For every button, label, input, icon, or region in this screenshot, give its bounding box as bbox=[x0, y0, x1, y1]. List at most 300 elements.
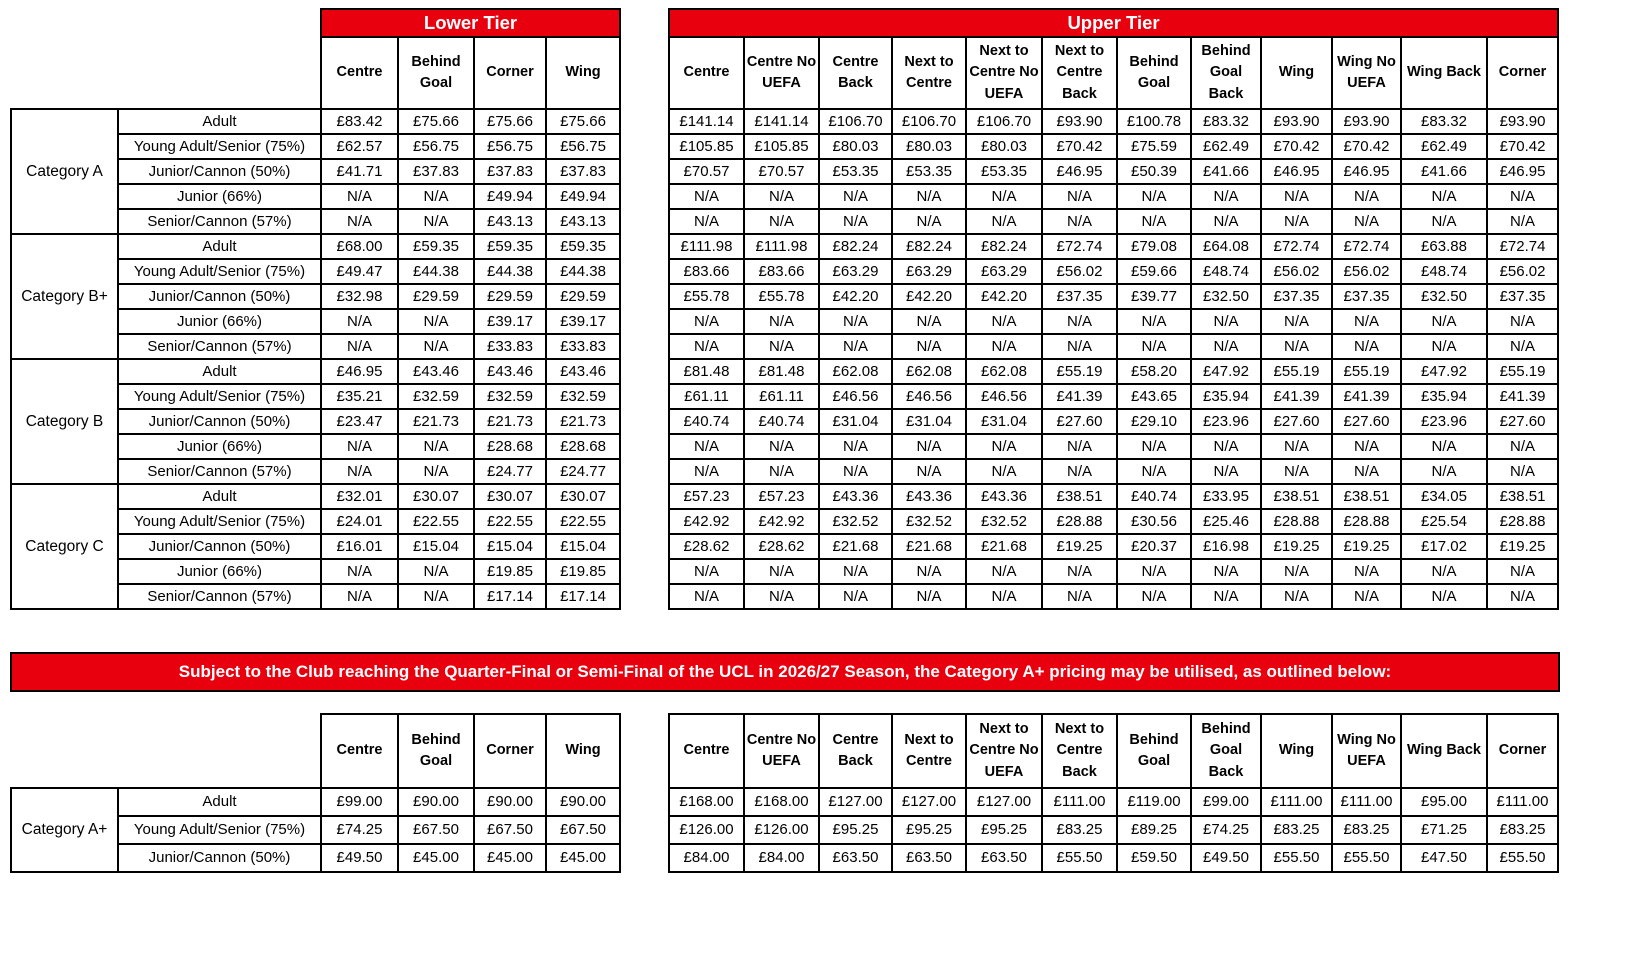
price-cell: £55.19 bbox=[1261, 359, 1332, 384]
price-cell: £56.02 bbox=[1261, 259, 1332, 284]
price-cell: N/A bbox=[669, 184, 744, 209]
price-cell: N/A bbox=[1191, 559, 1261, 584]
category-label: Category A bbox=[11, 109, 118, 234]
col-header: Behind Goal bbox=[1117, 37, 1191, 109]
price-cell: N/A bbox=[966, 309, 1042, 334]
price-cell: £126.00 bbox=[669, 816, 744, 844]
price-cell: £31.04 bbox=[892, 409, 966, 434]
price-cell: £56.75 bbox=[398, 134, 474, 159]
price-cell: £45.00 bbox=[474, 844, 546, 872]
price-cell: £67.50 bbox=[546, 816, 620, 844]
price-cell: £38.51 bbox=[1332, 484, 1401, 509]
price-cell: N/A bbox=[398, 309, 474, 334]
price-cell: £49.50 bbox=[1191, 844, 1261, 872]
price-cell: £49.50 bbox=[321, 844, 398, 872]
price-cell: £32.59 bbox=[546, 384, 620, 409]
price-cell: £35.21 bbox=[321, 384, 398, 409]
ticket-type-label: Adult bbox=[118, 484, 321, 509]
price-cell: £55.19 bbox=[1042, 359, 1117, 384]
price-cell: £59.35 bbox=[474, 234, 546, 259]
price-cell: N/A bbox=[398, 209, 474, 234]
price-cell: £58.20 bbox=[1117, 359, 1191, 384]
price-cell: £67.50 bbox=[398, 816, 474, 844]
price-cell: £23.47 bbox=[321, 409, 398, 434]
price-cell: £37.35 bbox=[1042, 284, 1117, 309]
price-cell: £59.50 bbox=[1117, 844, 1191, 872]
price-cell: N/A bbox=[892, 559, 966, 584]
price-cell: N/A bbox=[1042, 334, 1117, 359]
price-cell: £39.77 bbox=[1117, 284, 1191, 309]
price-cell: £41.71 bbox=[321, 159, 398, 184]
price-cell: N/A bbox=[1487, 309, 1558, 334]
price-cell: £75.66 bbox=[474, 109, 546, 134]
price-cell: £15.04 bbox=[474, 534, 546, 559]
price-cell: £63.50 bbox=[966, 844, 1042, 872]
price-cell: N/A bbox=[398, 434, 474, 459]
price-cell: £32.98 bbox=[321, 284, 398, 309]
price-cell: £46.95 bbox=[1042, 159, 1117, 184]
price-cell: £80.03 bbox=[966, 134, 1042, 159]
price-cell: £90.00 bbox=[474, 788, 546, 816]
price-cell: N/A bbox=[1487, 459, 1558, 484]
col-header: Centre Back bbox=[819, 37, 892, 109]
price-cell: £43.46 bbox=[474, 359, 546, 384]
price-cell: £83.25 bbox=[1042, 816, 1117, 844]
price-cell: £21.68 bbox=[966, 534, 1042, 559]
price-cell: £33.83 bbox=[546, 334, 620, 359]
price-cell: £93.90 bbox=[1261, 109, 1332, 134]
price-cell: £49.47 bbox=[321, 259, 398, 284]
col-header: Wing bbox=[546, 37, 620, 109]
price-cell: £72.74 bbox=[1261, 234, 1332, 259]
price-cell: N/A bbox=[1042, 584, 1117, 609]
price-cell: N/A bbox=[321, 584, 398, 609]
price-cell: £55.78 bbox=[669, 284, 744, 309]
price-cell: N/A bbox=[1487, 184, 1558, 209]
price-cell: £93.90 bbox=[1042, 109, 1117, 134]
price-cell: £38.51 bbox=[1487, 484, 1558, 509]
aplus-lower-table bbox=[10, 713, 621, 873]
price-cell: £32.59 bbox=[398, 384, 474, 409]
category-label: Category A+ bbox=[11, 788, 118, 872]
price-cell: £70.57 bbox=[744, 159, 819, 184]
price-cell: £40.74 bbox=[744, 409, 819, 434]
table-row bbox=[669, 159, 1558, 184]
price-cell: £55.19 bbox=[1332, 359, 1401, 384]
col-header: Wing Back bbox=[1401, 714, 1487, 788]
price-cell: N/A bbox=[1332, 184, 1401, 209]
table-row bbox=[669, 334, 1558, 359]
ucl-notice-banner: Subject to the Club reaching the Quarter-Final or Semi-Final of the UCL in 2026/27 Season, the Category A+ pricing may be utilised, as outlined below: bbox=[10, 652, 1560, 692]
price-cell: N/A bbox=[398, 334, 474, 359]
price-cell: £43.13 bbox=[546, 209, 620, 234]
price-cell: N/A bbox=[744, 584, 819, 609]
price-cell: £63.88 bbox=[1401, 234, 1487, 259]
price-cell: £64.08 bbox=[1191, 234, 1261, 259]
ticket-type-label: Senior/Cannon (57%) bbox=[118, 459, 321, 484]
price-cell: £24.77 bbox=[474, 459, 546, 484]
price-cell: £21.68 bbox=[892, 534, 966, 559]
price-cell: £47.92 bbox=[1191, 359, 1261, 384]
price-cell: N/A bbox=[398, 184, 474, 209]
price-cell: £42.20 bbox=[966, 284, 1042, 309]
price-cell: £43.36 bbox=[966, 484, 1042, 509]
ticket-type-label: Young Adult/Senior (75%) bbox=[118, 259, 321, 284]
price-cell: N/A bbox=[321, 309, 398, 334]
price-cell: £28.62 bbox=[744, 534, 819, 559]
price-cell: N/A bbox=[1332, 459, 1401, 484]
price-cell: N/A bbox=[1117, 184, 1191, 209]
col-header: Centre bbox=[321, 37, 398, 109]
price-cell: £42.92 bbox=[669, 509, 744, 534]
price-cell: N/A bbox=[1261, 459, 1332, 484]
table-row bbox=[669, 788, 1558, 816]
price-cell: N/A bbox=[744, 459, 819, 484]
price-cell: £38.51 bbox=[1261, 484, 1332, 509]
price-cell: £19.25 bbox=[1042, 534, 1117, 559]
lower-tier-title: Lower Tier bbox=[321, 9, 620, 37]
price-cell: £95.00 bbox=[1401, 788, 1487, 816]
ticket-type-label: Adult bbox=[118, 234, 321, 259]
price-cell: £37.83 bbox=[546, 159, 620, 184]
price-cell: N/A bbox=[892, 184, 966, 209]
price-cell: N/A bbox=[1042, 559, 1117, 584]
table-row bbox=[669, 534, 1558, 559]
price-cell: £56.02 bbox=[1332, 259, 1401, 284]
category-label: Category B+ bbox=[11, 234, 118, 359]
price-cell: £57.23 bbox=[744, 484, 819, 509]
table-row bbox=[669, 359, 1558, 384]
price-cell: N/A bbox=[1261, 434, 1332, 459]
price-cell: £47.92 bbox=[1401, 359, 1487, 384]
price-cell: £81.48 bbox=[669, 359, 744, 384]
price-cell: £56.02 bbox=[1042, 259, 1117, 284]
price-cell: N/A bbox=[1401, 584, 1487, 609]
price-cell: N/A bbox=[669, 309, 744, 334]
price-cell: N/A bbox=[669, 559, 744, 584]
price-cell: £70.42 bbox=[1042, 134, 1117, 159]
price-cell: £168.00 bbox=[744, 788, 819, 816]
price-cell: N/A bbox=[1191, 309, 1261, 334]
price-cell: £39.17 bbox=[546, 309, 620, 334]
price-cell: £105.85 bbox=[669, 134, 744, 159]
price-cell: £72.74 bbox=[1042, 234, 1117, 259]
price-cell: N/A bbox=[1191, 584, 1261, 609]
price-cell: £30.07 bbox=[474, 484, 546, 509]
price-cell: N/A bbox=[398, 459, 474, 484]
price-cell: £21.73 bbox=[474, 409, 546, 434]
price-cell: N/A bbox=[819, 184, 892, 209]
blank-corner bbox=[11, 9, 321, 109]
price-cell: N/A bbox=[1117, 559, 1191, 584]
price-cell: £28.88 bbox=[1487, 509, 1558, 534]
price-cell: £62.57 bbox=[321, 134, 398, 159]
price-cell: N/A bbox=[1117, 459, 1191, 484]
price-cell: £43.46 bbox=[546, 359, 620, 384]
price-cell: £59.35 bbox=[546, 234, 620, 259]
upper-tier-table bbox=[668, 8, 1559, 610]
price-cell: £28.68 bbox=[474, 434, 546, 459]
price-cell: £80.03 bbox=[892, 134, 966, 159]
price-cell: £41.39 bbox=[1261, 384, 1332, 409]
price-cell: £70.57 bbox=[669, 159, 744, 184]
price-cell: £37.83 bbox=[398, 159, 474, 184]
col-header: Behind Goal Back bbox=[1191, 714, 1261, 788]
price-cell: N/A bbox=[398, 559, 474, 584]
price-cell: £17.02 bbox=[1401, 534, 1487, 559]
price-cell: N/A bbox=[744, 334, 819, 359]
price-cell: N/A bbox=[819, 559, 892, 584]
price-cell: N/A bbox=[1487, 209, 1558, 234]
price-cell: £44.38 bbox=[398, 259, 474, 284]
price-cell: £19.25 bbox=[1332, 534, 1401, 559]
price-cell: £46.95 bbox=[1261, 159, 1332, 184]
table-row bbox=[669, 409, 1558, 434]
price-cell: £74.25 bbox=[321, 816, 398, 844]
price-cell: £100.78 bbox=[1117, 109, 1191, 134]
price-cell: £31.04 bbox=[819, 409, 892, 434]
price-cell: £39.17 bbox=[474, 309, 546, 334]
price-cell: N/A bbox=[398, 584, 474, 609]
price-cell: £119.00 bbox=[1117, 788, 1191, 816]
price-cell: £89.25 bbox=[1117, 816, 1191, 844]
ticket-type-label: Adult bbox=[118, 788, 321, 816]
price-cell: £42.92 bbox=[744, 509, 819, 534]
price-cell: £32.50 bbox=[1401, 284, 1487, 309]
price-cell: £48.74 bbox=[1191, 259, 1261, 284]
ticket-type-label: Young Adult/Senior (75%) bbox=[118, 816, 321, 844]
price-cell: N/A bbox=[1332, 209, 1401, 234]
price-cell: N/A bbox=[892, 434, 966, 459]
price-cell: £62.49 bbox=[1191, 134, 1261, 159]
price-cell: £43.36 bbox=[892, 484, 966, 509]
price-cell: £56.75 bbox=[546, 134, 620, 159]
price-cell: N/A bbox=[1401, 559, 1487, 584]
price-cell: £55.50 bbox=[1332, 844, 1401, 872]
price-cell: £56.02 bbox=[1487, 259, 1558, 284]
col-header: Next to Centre No UEFA bbox=[966, 714, 1042, 788]
price-cell: N/A bbox=[744, 209, 819, 234]
price-cell: £111.00 bbox=[1042, 788, 1117, 816]
ticket-type-label: Junior (66%) bbox=[118, 559, 321, 584]
ticket-type-label: Junior (66%) bbox=[118, 184, 321, 209]
upper-tier-title: Upper Tier bbox=[669, 9, 1558, 37]
table-row bbox=[11, 109, 620, 134]
ticket-type-label: Young Adult/Senior (75%) bbox=[118, 134, 321, 159]
price-cell: £74.25 bbox=[1191, 816, 1261, 844]
price-cell: £40.74 bbox=[669, 409, 744, 434]
table-row bbox=[11, 234, 620, 259]
price-cell: £30.56 bbox=[1117, 509, 1191, 534]
price-cell: N/A bbox=[892, 209, 966, 234]
table-row bbox=[669, 384, 1558, 409]
price-cell: £168.00 bbox=[669, 788, 744, 816]
price-cell: £141.14 bbox=[744, 109, 819, 134]
price-cell: £40.74 bbox=[1117, 484, 1191, 509]
price-cell: N/A bbox=[669, 334, 744, 359]
price-cell: £82.24 bbox=[819, 234, 892, 259]
price-cell: £93.90 bbox=[1332, 109, 1401, 134]
price-cell: £44.38 bbox=[474, 259, 546, 284]
price-cell: £90.00 bbox=[398, 788, 474, 816]
price-cell: N/A bbox=[1117, 584, 1191, 609]
col-header: Next to Centre Back bbox=[1042, 37, 1117, 109]
price-cell: £106.70 bbox=[892, 109, 966, 134]
price-cell: N/A bbox=[744, 184, 819, 209]
price-cell: N/A bbox=[744, 559, 819, 584]
ticket-type-label: Junior/Cannon (50%) bbox=[118, 159, 321, 184]
col-header: Wing bbox=[1261, 714, 1332, 788]
price-cell: £111.00 bbox=[1332, 788, 1401, 816]
price-cell: £75.66 bbox=[546, 109, 620, 134]
price-cell: N/A bbox=[1261, 309, 1332, 334]
price-cell: N/A bbox=[966, 209, 1042, 234]
price-cell: £141.14 bbox=[669, 109, 744, 134]
price-cell: N/A bbox=[1261, 584, 1332, 609]
price-cell: £79.08 bbox=[1117, 234, 1191, 259]
price-cell: £33.95 bbox=[1191, 484, 1261, 509]
price-cell: £34.05 bbox=[1401, 484, 1487, 509]
price-cell: £48.74 bbox=[1401, 259, 1487, 284]
price-cell: £56.75 bbox=[474, 134, 546, 159]
price-cell: N/A bbox=[321, 184, 398, 209]
price-cell: £83.25 bbox=[1487, 816, 1558, 844]
price-cell: N/A bbox=[1332, 584, 1401, 609]
price-cell: £41.39 bbox=[1487, 384, 1558, 409]
price-cell: £21.73 bbox=[546, 409, 620, 434]
col-header: Corner bbox=[1487, 714, 1558, 788]
price-cell: N/A bbox=[1332, 434, 1401, 459]
category-label: Category C bbox=[11, 484, 118, 609]
ticket-type-label: Junior/Cannon (50%) bbox=[118, 534, 321, 559]
price-cell: £35.94 bbox=[1191, 384, 1261, 409]
price-cell: N/A bbox=[966, 584, 1042, 609]
price-cell: £61.11 bbox=[669, 384, 744, 409]
price-cell: N/A bbox=[1261, 334, 1332, 359]
price-cell: N/A bbox=[892, 584, 966, 609]
price-cell: N/A bbox=[892, 459, 966, 484]
table-row bbox=[669, 259, 1558, 284]
price-cell: £20.37 bbox=[1117, 534, 1191, 559]
price-cell: £23.96 bbox=[1401, 409, 1487, 434]
table-row bbox=[669, 559, 1558, 584]
ticket-type-label: Adult bbox=[118, 359, 321, 384]
col-header: Behind Goal bbox=[1117, 714, 1191, 788]
price-cell: £106.70 bbox=[819, 109, 892, 134]
price-cell: N/A bbox=[669, 209, 744, 234]
price-cell: £43.13 bbox=[474, 209, 546, 234]
price-cell: N/A bbox=[966, 184, 1042, 209]
price-cell: N/A bbox=[744, 309, 819, 334]
price-cell: £25.46 bbox=[1191, 509, 1261, 534]
price-cell: £53.35 bbox=[966, 159, 1042, 184]
price-cell: N/A bbox=[966, 434, 1042, 459]
col-header: Corner bbox=[474, 714, 546, 788]
price-cell: N/A bbox=[1261, 559, 1332, 584]
price-cell: £83.32 bbox=[1191, 109, 1261, 134]
col-header: Behind Goal bbox=[398, 37, 474, 109]
price-cell: N/A bbox=[1191, 459, 1261, 484]
price-cell: N/A bbox=[966, 334, 1042, 359]
price-cell: N/A bbox=[1401, 334, 1487, 359]
price-cell: N/A bbox=[1401, 209, 1487, 234]
price-cell: £19.25 bbox=[1261, 534, 1332, 559]
price-cell: £53.35 bbox=[892, 159, 966, 184]
price-cell: N/A bbox=[1487, 584, 1558, 609]
ticket-type-label: Young Adult/Senior (75%) bbox=[118, 509, 321, 534]
price-cell: £28.62 bbox=[669, 534, 744, 559]
price-cell: £24.01 bbox=[321, 509, 398, 534]
price-cell: £67.50 bbox=[474, 816, 546, 844]
col-header: Next to Centre bbox=[892, 37, 966, 109]
col-header: Centre Back bbox=[819, 714, 892, 788]
price-cell: N/A bbox=[1042, 459, 1117, 484]
price-cell: £82.24 bbox=[892, 234, 966, 259]
price-cell: £30.07 bbox=[546, 484, 620, 509]
price-cell: £15.04 bbox=[546, 534, 620, 559]
price-cell: £127.00 bbox=[966, 788, 1042, 816]
price-cell: N/A bbox=[321, 559, 398, 584]
price-cell: N/A bbox=[1332, 334, 1401, 359]
price-cell: £22.55 bbox=[398, 509, 474, 534]
col-header: Centre bbox=[669, 714, 744, 788]
price-cell: £84.00 bbox=[669, 844, 744, 872]
col-header: Next to Centre Back bbox=[1042, 714, 1117, 788]
price-cell: £45.00 bbox=[546, 844, 620, 872]
price-cell: £127.00 bbox=[819, 788, 892, 816]
price-cell: £63.29 bbox=[966, 259, 1042, 284]
price-cell: £105.85 bbox=[744, 134, 819, 159]
price-cell: £29.59 bbox=[398, 284, 474, 309]
col-header: Centre No UEFA bbox=[744, 714, 819, 788]
price-cell: £49.94 bbox=[474, 184, 546, 209]
price-cell: £27.60 bbox=[1487, 409, 1558, 434]
price-cell: £16.01 bbox=[321, 534, 398, 559]
price-cell: N/A bbox=[1042, 309, 1117, 334]
price-cell: £41.66 bbox=[1191, 159, 1261, 184]
price-cell: £83.66 bbox=[744, 259, 819, 284]
price-cell: £62.49 bbox=[1401, 134, 1487, 159]
col-header: Centre No UEFA bbox=[744, 37, 819, 109]
price-cell: N/A bbox=[1401, 459, 1487, 484]
price-cell: N/A bbox=[819, 584, 892, 609]
price-cell: £46.95 bbox=[321, 359, 398, 384]
table-row bbox=[669, 509, 1558, 534]
price-cell: £45.00 bbox=[398, 844, 474, 872]
ticket-type-label: Young Adult/Senior (75%) bbox=[118, 384, 321, 409]
price-cell: £55.50 bbox=[1042, 844, 1117, 872]
price-cell: £32.52 bbox=[966, 509, 1042, 534]
price-cell: £83.66 bbox=[669, 259, 744, 284]
price-cell: N/A bbox=[819, 434, 892, 459]
ticket-type-label: Junior (66%) bbox=[118, 434, 321, 459]
price-cell: £81.48 bbox=[744, 359, 819, 384]
price-cell: £27.60 bbox=[1042, 409, 1117, 434]
price-cell: N/A bbox=[966, 459, 1042, 484]
price-cell: £111.98 bbox=[744, 234, 819, 259]
price-cell: £111.98 bbox=[669, 234, 744, 259]
price-cell: N/A bbox=[1487, 334, 1558, 359]
price-cell: £68.00 bbox=[321, 234, 398, 259]
price-cell: £43.36 bbox=[819, 484, 892, 509]
price-cell: £62.08 bbox=[966, 359, 1042, 384]
price-cell: £28.88 bbox=[1332, 509, 1401, 534]
price-cell: £21.73 bbox=[398, 409, 474, 434]
price-cell: £28.88 bbox=[1042, 509, 1117, 534]
price-cell: £25.54 bbox=[1401, 509, 1487, 534]
price-cell: £72.74 bbox=[1332, 234, 1401, 259]
price-cell: N/A bbox=[1191, 209, 1261, 234]
